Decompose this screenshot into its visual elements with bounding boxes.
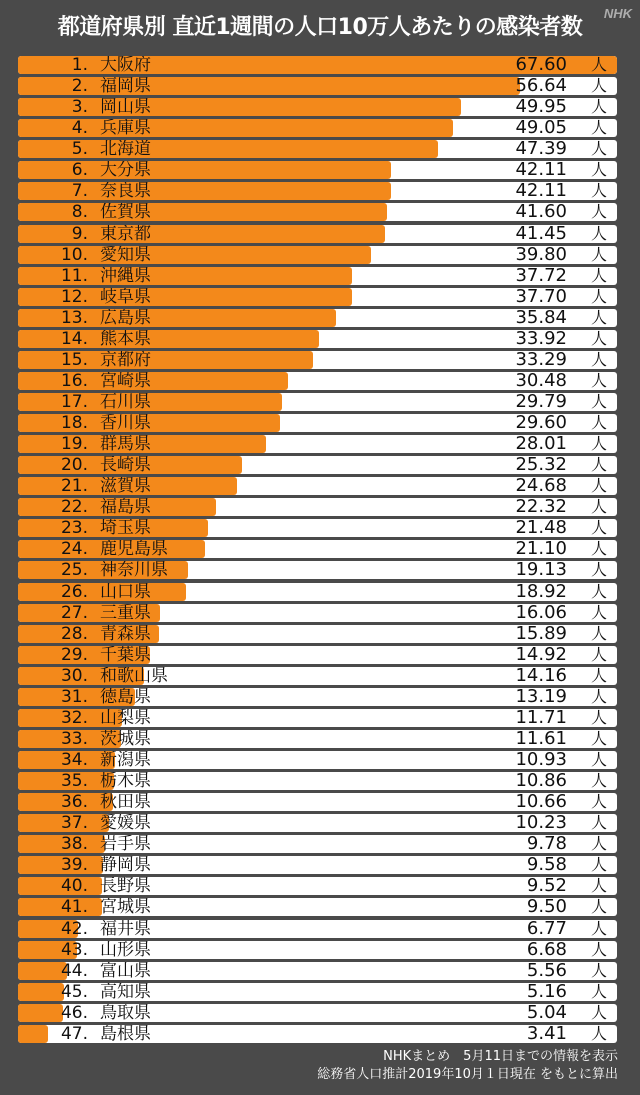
rank-label: 44. (60, 961, 88, 980)
rank-label: 4. (71, 119, 88, 138)
prefecture-label: 群馬県 (100, 435, 151, 454)
rank-label: 26. (60, 582, 88, 601)
rank-label: 7. (71, 182, 88, 201)
rank-label: 9. (71, 224, 88, 243)
unit-label: 人 (590, 919, 607, 938)
unit-label: 人 (590, 98, 607, 117)
bar-row (18, 119, 617, 137)
unit-label: 人 (590, 371, 607, 390)
bar-row (18, 77, 617, 95)
value-label: 14.92 (515, 645, 567, 664)
unit-label: 人 (590, 435, 607, 454)
value-label: 67.60 (515, 56, 567, 74)
prefecture-label: 岩手県 (100, 835, 151, 854)
unit-label: 人 (590, 203, 607, 222)
bar-row (18, 730, 617, 748)
bar-row (18, 709, 617, 727)
rank-label: 46. (60, 1003, 88, 1022)
bar-row (18, 983, 617, 1001)
unit-label: 人 (590, 161, 607, 180)
value-label: 41.45 (515, 224, 567, 243)
unit-label: 人 (590, 940, 607, 959)
rank-label: 17. (60, 393, 88, 411)
value-label: 42.11 (515, 161, 567, 180)
rank-label: 25. (60, 561, 88, 580)
unit-label: 人 (590, 308, 607, 327)
value-label: 5.16 (526, 982, 567, 1001)
unit-label: 人 (590, 666, 607, 685)
prefecture-label: 青森県 (100, 624, 151, 643)
prefecture-label: 新潟県 (100, 751, 151, 769)
unit-label: 人 (590, 835, 607, 854)
value-label: 22.32 (515, 498, 567, 517)
value-label: 6.77 (526, 919, 567, 938)
value-label: 9.50 (526, 898, 567, 917)
bar-row (18, 161, 617, 179)
bar-row (18, 920, 617, 938)
prefecture-label: 福井県 (100, 919, 151, 938)
rank-label: 42. (60, 919, 88, 938)
source-note-line-1: NHKまとめ 5月11日までの情報を表示 (383, 1049, 618, 1064)
prefecture-label: 埼玉県 (100, 519, 151, 538)
unit-label: 人 (590, 645, 607, 664)
rank-label: 29. (60, 645, 88, 664)
unit-label: 人 (590, 561, 607, 580)
unit-label: 人 (590, 266, 607, 285)
unit-label: 人 (590, 182, 607, 201)
bar-row (18, 625, 617, 643)
value-label: 9.52 (526, 877, 567, 896)
value-label: 25.32 (515, 456, 567, 475)
prefecture-label: 愛媛県 (100, 814, 151, 833)
rank-label: 19. (60, 435, 88, 454)
bar-row (18, 793, 617, 811)
prefecture-label: 三重県 (100, 603, 151, 622)
prefecture-label: 高知県 (100, 982, 151, 1001)
bar-row (18, 414, 617, 432)
value-label: 30.48 (515, 371, 567, 390)
rank-label: 23. (60, 519, 88, 538)
rank-label: 36. (60, 793, 88, 812)
bar-row (18, 203, 617, 221)
rank-label: 22. (60, 498, 88, 517)
prefecture-label: 静岡県 (100, 856, 151, 875)
prefecture-label: 佐賀県 (100, 203, 151, 222)
bar-row (18, 372, 617, 390)
value-label: 11.71 (515, 708, 567, 727)
unit-label: 人 (590, 140, 607, 159)
unit-label: 人 (590, 414, 607, 432)
unit-label: 人 (590, 729, 607, 748)
unit-label: 人 (590, 624, 607, 643)
prefecture-label: 鹿児島県 (100, 540, 168, 559)
rank-label: 45. (60, 982, 88, 1001)
prefecture-label: 香川県 (100, 414, 151, 432)
bar-row (18, 814, 617, 832)
bar-row (18, 140, 617, 158)
value-label: 10.86 (515, 772, 567, 790)
prefecture-label: 島根県 (100, 1024, 151, 1043)
rank-label: 38. (60, 835, 88, 854)
unit-label: 人 (590, 982, 607, 1001)
value-label: 39.80 (515, 245, 567, 264)
prefecture-label: 茨城県 (100, 729, 151, 748)
bar-row (18, 435, 617, 453)
prefecture-label: 山口県 (100, 582, 151, 601)
value-label: 19.13 (515, 561, 567, 580)
unit-label: 人 (590, 751, 607, 769)
unit-label: 人 (590, 498, 607, 517)
prefecture-label: 大分県 (100, 161, 151, 180)
value-label: 47.39 (515, 140, 567, 159)
value-label: 13.19 (515, 687, 567, 706)
prefecture-label: 岐阜県 (100, 287, 151, 306)
rank-label: 43. (60, 940, 88, 959)
rank-label: 24. (60, 540, 88, 559)
bar (18, 77, 520, 95)
bar-row (18, 962, 617, 980)
rank-label: 30. (60, 666, 88, 685)
prefecture-label: 神奈川県 (100, 561, 168, 580)
bar-row (18, 667, 617, 685)
bar-row (18, 309, 617, 327)
rank-label: 3. (71, 98, 88, 117)
unit-label: 人 (590, 1024, 607, 1043)
rank-label: 31. (60, 687, 88, 706)
bar-row (18, 583, 617, 601)
value-label: 15.89 (515, 624, 567, 643)
prefecture-label: 福岡県 (100, 77, 151, 96)
rank-label: 13. (60, 308, 88, 327)
value-label: 37.72 (515, 266, 567, 285)
bar-row (18, 56, 617, 74)
bar-row (18, 898, 617, 916)
prefecture-label: 岡山県 (100, 98, 151, 117)
rank-label: 47. (60, 1024, 88, 1043)
value-label: 28.01 (515, 435, 567, 454)
prefecture-label: 石川県 (100, 393, 151, 411)
value-label: 9.78 (526, 835, 567, 854)
rank-label: 21. (60, 477, 88, 496)
rank-label: 41. (60, 898, 88, 917)
value-label: 35.84 (515, 308, 567, 327)
prefecture-label: 徳島県 (100, 687, 151, 706)
rank-label: 35. (60, 772, 88, 790)
bar-row (18, 835, 617, 853)
value-label: 56.64 (515, 77, 567, 96)
unit-label: 人 (590, 1003, 607, 1022)
unit-label: 人 (590, 856, 607, 875)
bar-row (18, 561, 617, 579)
source-note-line-2: 総務省人口推計2019年10月１日現在 をもとに算出 (317, 1067, 618, 1082)
rank-label: 18. (60, 414, 88, 432)
bar-row (18, 182, 617, 200)
unit-label: 人 (590, 708, 607, 727)
value-label: 41.60 (515, 203, 567, 222)
bar-row (18, 519, 617, 537)
bar-row (18, 877, 617, 895)
rank-label: 10. (60, 245, 88, 264)
bar-row (18, 772, 617, 790)
unit-label: 人 (590, 350, 607, 369)
rank-label: 11. (60, 266, 88, 285)
bar-row (18, 456, 617, 474)
prefecture-label: 山梨県 (100, 708, 151, 727)
value-label: 10.66 (515, 793, 567, 812)
prefecture-label: 鳥取県 (100, 1003, 151, 1022)
unit-label: 人 (590, 519, 607, 538)
rank-label: 32. (60, 708, 88, 727)
value-label: 10.23 (515, 814, 567, 833)
rank-label: 14. (60, 329, 88, 348)
unit-label: 人 (590, 119, 607, 138)
bar-row (18, 477, 617, 495)
rank-label: 12. (60, 287, 88, 306)
prefecture-label: 京都府 (100, 350, 151, 369)
unit-label: 人 (590, 393, 607, 411)
rank-label: 20. (60, 456, 88, 475)
unit-label: 人 (590, 224, 607, 243)
prefecture-label: 福島県 (100, 498, 151, 517)
unit-label: 人 (590, 77, 607, 96)
value-label: 49.05 (515, 119, 567, 138)
bar-row (18, 246, 617, 264)
rank-label: 34. (60, 751, 88, 769)
unit-label: 人 (590, 603, 607, 622)
value-label: 21.10 (515, 540, 567, 559)
value-label: 21.48 (515, 519, 567, 538)
bar-row (18, 330, 617, 348)
unit-label: 人 (590, 329, 607, 348)
unit-label: 人 (590, 477, 607, 496)
value-label: 29.79 (515, 393, 567, 411)
prefecture-label: 秋田県 (100, 793, 151, 812)
prefecture-label: 長野県 (100, 877, 151, 896)
prefecture-label: 滋賀県 (100, 477, 151, 496)
prefecture-label: 愛知県 (100, 245, 151, 264)
unit-label: 人 (590, 814, 607, 833)
value-label: 14.16 (515, 666, 567, 685)
rank-label: 1. (71, 56, 88, 74)
prefecture-label: 宮崎県 (100, 371, 151, 390)
unit-label: 人 (590, 245, 607, 264)
rank-label: 39. (60, 856, 88, 875)
prefecture-label: 東京都 (100, 224, 151, 243)
unit-label: 人 (590, 582, 607, 601)
rank-label: 37. (60, 814, 88, 833)
unit-label: 人 (590, 540, 607, 559)
unit-label: 人 (590, 456, 607, 475)
value-label: 5.56 (526, 961, 567, 980)
chart-title: 都道府県別 直近1週間の人口10万人あたりの感染者数 (57, 15, 583, 40)
value-label: 9.58 (526, 856, 567, 875)
prefecture-label: 大阪府 (100, 56, 151, 74)
value-label: 18.92 (515, 582, 567, 601)
value-label: 5.04 (526, 1003, 567, 1022)
rank-label: 8. (71, 203, 88, 222)
prefecture-label: 山形県 (100, 940, 151, 959)
rank-label: 40. (60, 877, 88, 896)
bar-row (18, 604, 617, 622)
bar-row (18, 751, 617, 769)
bar-row (18, 498, 617, 516)
unit-label: 人 (590, 793, 607, 812)
bar-row (18, 856, 617, 874)
unit-label: 人 (590, 772, 607, 790)
prefecture-label: 和歌山県 (100, 666, 168, 685)
bar-row (18, 288, 617, 306)
unit-label: 人 (590, 287, 607, 306)
bar-row (18, 267, 617, 285)
rank-label: 2. (71, 77, 88, 96)
rank-label: 16. (60, 371, 88, 390)
value-label: 42.11 (515, 182, 567, 201)
prefecture-label: 奈良県 (100, 182, 151, 201)
value-label: 10.93 (515, 751, 567, 769)
value-label: 37.70 (515, 287, 567, 306)
nhk-logo: NHK (603, 6, 632, 21)
prefecture-label: 長崎県 (100, 456, 151, 475)
rank-label: 5. (71, 140, 88, 159)
prefecture-label: 千葉県 (100, 645, 151, 664)
prefecture-label: 広島県 (100, 308, 151, 327)
value-label: 49.95 (515, 98, 567, 117)
bar-row (18, 1004, 617, 1022)
bar-row (18, 646, 617, 664)
bar-row (18, 688, 617, 706)
rank-label: 15. (60, 350, 88, 369)
prefecture-label: 富山県 (100, 961, 151, 980)
bar-row (18, 941, 617, 959)
value-label: 6.68 (526, 940, 567, 959)
bar-row (18, 98, 617, 116)
prefecture-label: 兵庫県 (100, 119, 151, 138)
unit-label: 人 (590, 961, 607, 980)
source-note (317, 1048, 618, 1084)
value-label: 33.29 (515, 350, 567, 369)
rank-label: 6. (71, 161, 88, 180)
rank-label: 28. (60, 624, 88, 643)
unit-label: 人 (590, 898, 607, 917)
value-label: 11.61 (515, 729, 567, 748)
prefecture-label: 熊本県 (100, 329, 151, 348)
value-label: 29.60 (515, 414, 567, 432)
unit-label: 人 (590, 877, 607, 896)
unit-label: 人 (590, 687, 607, 706)
value-label: 33.92 (515, 329, 567, 348)
bar-row (18, 225, 617, 243)
prefecture-label: 栃木県 (100, 772, 151, 790)
value-label: 24.68 (515, 477, 567, 496)
bar-row (18, 351, 617, 369)
bar-row (18, 393, 617, 411)
unit-label: 人 (590, 56, 607, 74)
bar-row (18, 540, 617, 558)
value-label: 3.41 (526, 1024, 567, 1043)
rank-label: 33. (60, 729, 88, 748)
rank-label: 27. (60, 603, 88, 622)
value-label: 16.06 (515, 603, 567, 622)
prefecture-label: 沖縄県 (100, 266, 151, 285)
prefecture-label: 北海道 (100, 140, 151, 159)
bar-row (18, 1025, 617, 1043)
prefecture-label: 宮城県 (100, 898, 151, 917)
